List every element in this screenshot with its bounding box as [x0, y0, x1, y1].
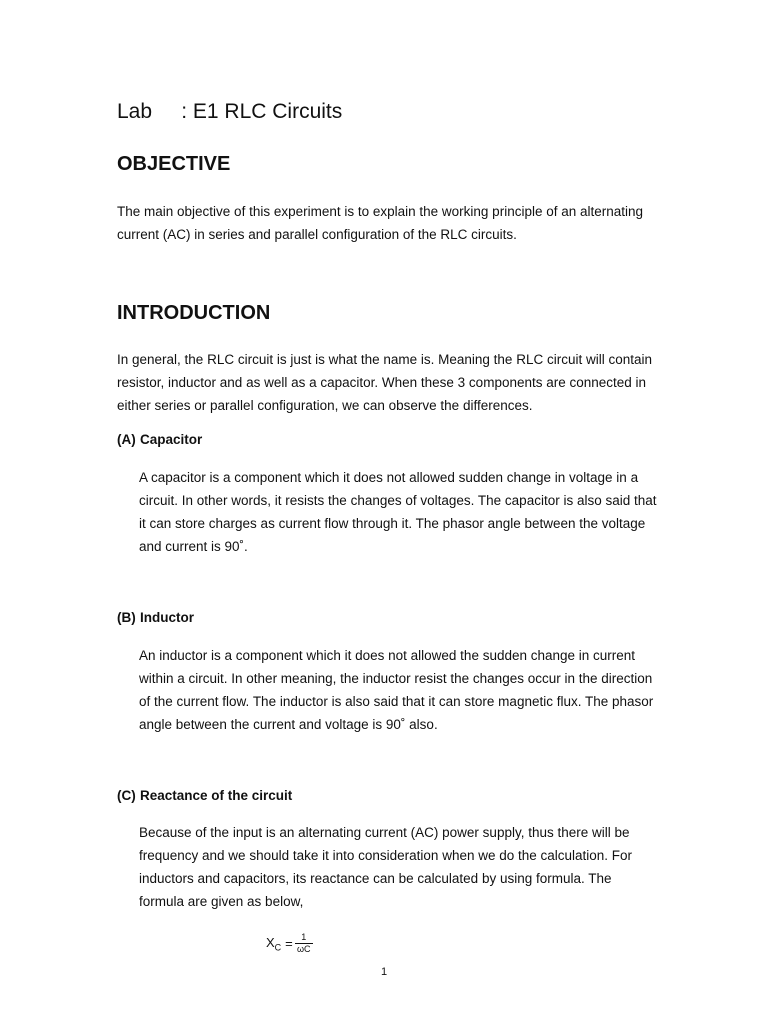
reactance-formula: [266, 932, 313, 955]
section-reactance-paragraph: Because of the input is an alternating current (AC) power supply, thus there will be frequency and we should take it into consideration when we do the calculation. For inductors and capacitors, its reactance can be calculated by using formula. The formula are given as below,: [139, 825, 633, 909]
formula-lhs: [266, 935, 281, 953]
formula-denominator: ωC: [297, 944, 311, 954]
page-number: 1: [380, 966, 388, 978]
introduction-paragraph: In general, the RLC circuit is just is what the name is. Meaning the RLC circuit will contain resistor, inductor and as well as a capacitor. When these 3 components are connected in either series or parallel configuration, we can observe the differences.: [117, 352, 652, 413]
formula-numerator: 1: [301, 932, 307, 942]
section-marker: (B): [117, 610, 136, 625]
objective-heading: OBJECTIVE: [117, 153, 231, 175]
section-title: Inductor: [140, 610, 194, 625]
section-title: Capacitor: [140, 432, 203, 447]
introduction-heading: INTRODUCTION: [117, 302, 271, 324]
lab-title: Lab : E1 RLC Circuits: [117, 100, 343, 123]
section-inductor-heading: [117, 610, 194, 625]
formula-fraction: [295, 932, 313, 955]
section-reactance-heading: [117, 788, 292, 803]
formula-equals: =: [285, 936, 293, 951]
section-title: Reactance of the circuit: [140, 788, 293, 803]
formula-symbol: X: [266, 934, 275, 950]
section-marker: (A): [117, 432, 136, 447]
section-inductor-paragraph: An inductor is a component which it does not allowed the sudden change in current within a circuit. In other meaning, the inductor resist the changes occur in the direction of the current flow. The inductor is also said that it can store magnetic flux. The phasor angle between the current and voltage is 90˚ also.: [139, 648, 654, 732]
objective-paragraph: The main objective of this experiment is to explain the working principle of an alternating current (AC) in series and parallel configuration of the RLC circuits.: [117, 204, 644, 242]
formula-subscript: C: [274, 942, 282, 953]
section-capacitor-paragraph: A capacitor is a component which it does not allowed sudden change in voltage in a circuit. In other words, it resists the changes of voltages. The capacitor is also said that it can store charges as current flow through it. The phasor angle between the voltage and current is 90˚.: [139, 470, 657, 554]
section-marker: (C): [117, 788, 136, 803]
section-capacitor-heading: [117, 432, 202, 447]
